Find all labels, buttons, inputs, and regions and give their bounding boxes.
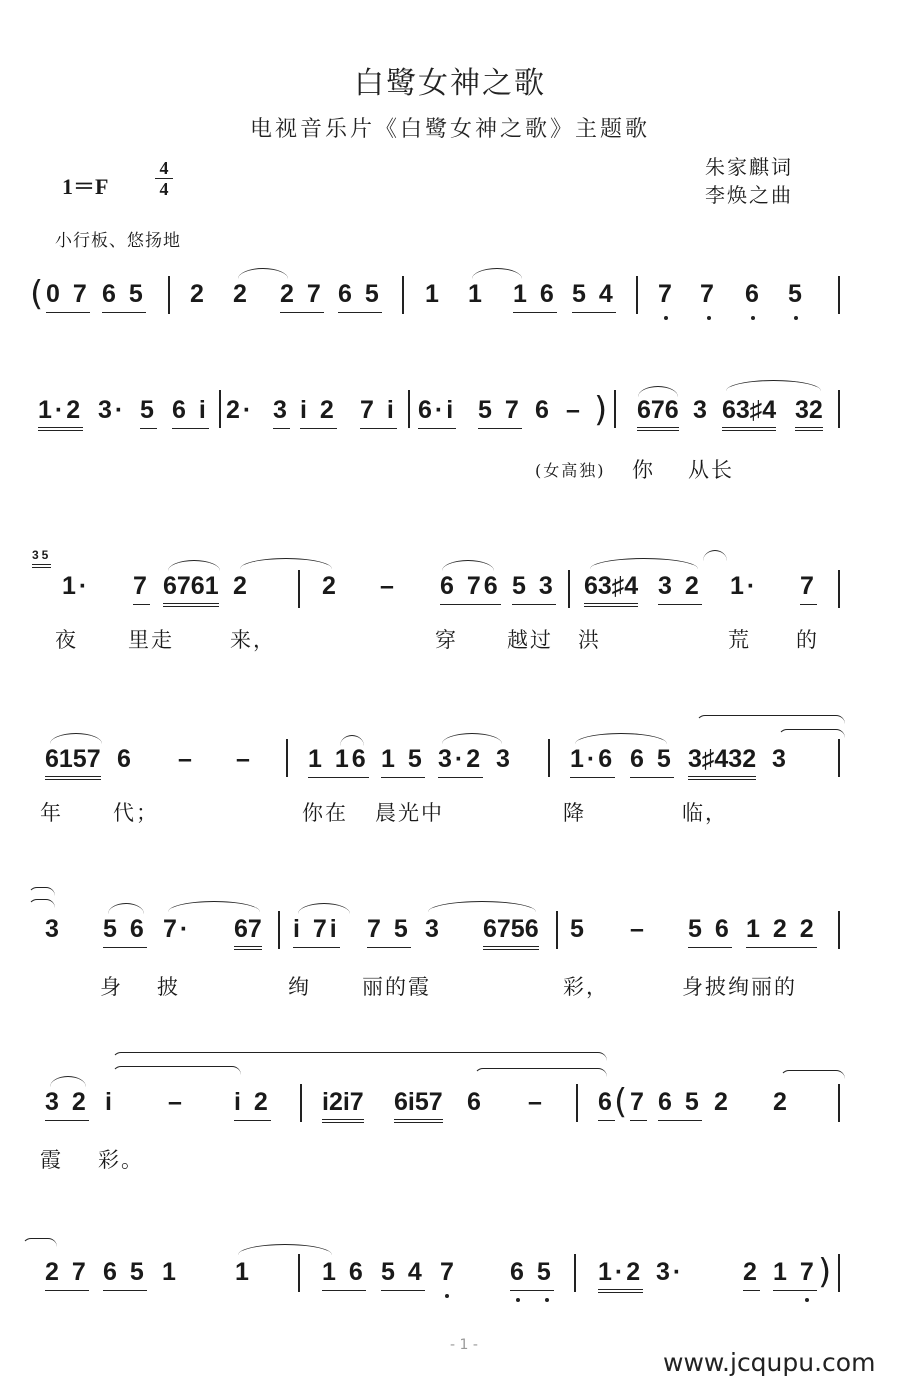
note-group: 1 2 2 bbox=[746, 915, 817, 948]
note: 7 bbox=[800, 572, 817, 605]
note: 2 bbox=[233, 572, 250, 600]
note: 3 bbox=[45, 915, 62, 943]
note-group: 1·2 bbox=[598, 1258, 643, 1293]
note: 6 bbox=[117, 745, 134, 773]
note-group: i 2 bbox=[300, 396, 337, 429]
open-paren: ( bbox=[614, 1082, 628, 1122]
note-group: 676 bbox=[637, 396, 679, 431]
barline bbox=[838, 570, 840, 608]
note-group: 6i57 bbox=[394, 1088, 443, 1123]
barline bbox=[278, 911, 280, 949]
note: 7 bbox=[440, 1258, 457, 1286]
note-group: 7 i bbox=[360, 396, 397, 429]
dash: – bbox=[178, 745, 195, 773]
slur bbox=[240, 558, 332, 569]
note-group: 6 i bbox=[172, 396, 209, 429]
note-group: 63♯4 bbox=[722, 396, 776, 431]
lyric: 彩。 bbox=[98, 1148, 144, 1172]
barline bbox=[838, 911, 840, 949]
note: 5 bbox=[570, 915, 587, 943]
note: 6 bbox=[745, 280, 762, 308]
slur bbox=[50, 733, 102, 744]
tie bbox=[780, 1070, 845, 1079]
low-octave-dot bbox=[545, 1298, 549, 1302]
low-octave-dot bbox=[445, 1294, 449, 1298]
note: 2 bbox=[714, 1088, 731, 1116]
note-group: 7 5 bbox=[367, 915, 411, 948]
note: 3 bbox=[425, 915, 442, 943]
slur bbox=[168, 901, 260, 912]
note-group: 63♯4 bbox=[584, 572, 638, 607]
note: 5 bbox=[140, 396, 157, 429]
note: 1 bbox=[468, 280, 485, 308]
dash: – bbox=[236, 745, 253, 773]
slur bbox=[108, 903, 144, 914]
lyric: 洪 bbox=[578, 628, 601, 652]
note-group: 1 16 bbox=[308, 745, 369, 778]
note-group: i 2 bbox=[234, 1088, 271, 1121]
watermark: www.jcqupu.com bbox=[663, 1348, 876, 1377]
note: 6 bbox=[467, 1088, 484, 1116]
barline bbox=[636, 276, 638, 314]
lyric: 从长 bbox=[688, 458, 734, 482]
tie bbox=[112, 1066, 241, 1075]
note: 3 bbox=[772, 745, 789, 773]
note-group: 3♯432 bbox=[688, 745, 756, 780]
key-signature: 1＝F bbox=[62, 174, 109, 199]
note: 1 bbox=[162, 1258, 179, 1286]
slur bbox=[726, 380, 821, 391]
tie bbox=[696, 715, 845, 724]
composer: 李焕之曲 bbox=[705, 183, 793, 207]
note-group: 32 bbox=[795, 396, 823, 431]
note: i bbox=[105, 1088, 115, 1116]
note-group: 5 4 bbox=[381, 1258, 425, 1291]
barline bbox=[408, 390, 410, 428]
tie bbox=[474, 1068, 607, 1077]
slur bbox=[472, 268, 522, 279]
note: 3 bbox=[496, 745, 513, 773]
barline bbox=[838, 1084, 840, 1122]
long-tie bbox=[112, 1052, 607, 1061]
note: 3· bbox=[656, 1258, 685, 1286]
low-octave-dot bbox=[805, 1298, 809, 1302]
lyric: 年 bbox=[40, 801, 63, 825]
note-group: 6 5 bbox=[510, 1258, 554, 1291]
lyric: 披 bbox=[157, 975, 180, 999]
barline bbox=[614, 390, 616, 428]
song-subtitle: 电视音乐片《白鹭女神之歌》主题歌 bbox=[249, 117, 650, 142]
time-signature bbox=[153, 158, 175, 199]
note-group: 6·i bbox=[418, 396, 456, 429]
lyric: 你 bbox=[632, 458, 655, 482]
note-group: 6157 bbox=[45, 745, 101, 780]
note: 2 bbox=[233, 280, 250, 308]
note-group: 1 6 bbox=[322, 1258, 366, 1291]
tie bbox=[778, 729, 845, 738]
note-group: 1·6 bbox=[570, 745, 615, 778]
note: 1 bbox=[425, 280, 442, 308]
slur bbox=[590, 558, 698, 569]
tempo-marking: 小行板、悠扬地 bbox=[55, 231, 181, 251]
note-group: 1 6 bbox=[513, 280, 557, 313]
barline bbox=[168, 276, 170, 314]
credits bbox=[705, 153, 793, 209]
slur bbox=[442, 560, 494, 571]
low-octave-dot bbox=[664, 316, 668, 320]
barline bbox=[838, 1254, 840, 1292]
note-group: 1·2 bbox=[38, 396, 83, 431]
lyric: 夜 bbox=[55, 628, 78, 652]
note: 6 bbox=[598, 1088, 615, 1121]
note-group: 1 5 bbox=[381, 745, 425, 778]
lyric: 绚 bbox=[288, 975, 311, 999]
lyric: 彩， bbox=[563, 975, 609, 999]
note-group: 1 7 bbox=[773, 1258, 817, 1291]
note: 2 bbox=[743, 1258, 760, 1291]
lyric: 霞 bbox=[40, 1148, 63, 1172]
note-group: 3 2 bbox=[45, 1088, 89, 1121]
note-group: i 7i bbox=[293, 915, 340, 948]
dash: – bbox=[528, 1088, 545, 1116]
lyric: 里走 bbox=[128, 628, 174, 652]
low-octave-dot bbox=[516, 1298, 520, 1302]
slur bbox=[238, 1244, 332, 1255]
note-group: 5 7 bbox=[478, 396, 522, 429]
note-group: 6 76 bbox=[440, 572, 501, 605]
note: 7 bbox=[658, 280, 675, 308]
barline bbox=[548, 739, 550, 777]
low-octave-dot bbox=[794, 316, 798, 320]
lyric: 身披绚丽的 bbox=[682, 975, 797, 999]
low-octave-dot bbox=[707, 316, 711, 320]
slur bbox=[575, 733, 667, 744]
barline bbox=[402, 276, 404, 314]
barline bbox=[574, 1254, 576, 1292]
lyric: 越过 bbox=[507, 628, 553, 652]
note-group: 6756 bbox=[483, 915, 539, 950]
slur bbox=[442, 733, 502, 744]
note-group: 3·2 bbox=[438, 745, 483, 778]
note: 2 bbox=[773, 1088, 790, 1116]
lyric: 你在 bbox=[302, 801, 348, 825]
note-group: i2i7 bbox=[322, 1088, 364, 1123]
voice-label: (女高独) bbox=[535, 461, 606, 480]
note-group: 6 5 bbox=[630, 745, 674, 778]
note: 7 bbox=[133, 572, 150, 605]
barline bbox=[838, 390, 840, 428]
time-signature-top: 4 bbox=[159, 158, 169, 178]
note-group: 5 6 bbox=[688, 915, 732, 948]
slur bbox=[168, 560, 220, 571]
close-paren: ) bbox=[594, 390, 608, 430]
slur bbox=[50, 1076, 86, 1087]
barline bbox=[568, 570, 570, 608]
note-group: 6 5 bbox=[102, 280, 146, 313]
tie-continuation bbox=[28, 887, 55, 896]
barline bbox=[556, 911, 558, 949]
lyric: 穿 bbox=[435, 628, 458, 652]
note: 2· bbox=[226, 396, 255, 424]
note-group: 0 7 bbox=[46, 280, 90, 313]
note: 7 bbox=[630, 1088, 647, 1121]
grace-notes: 35 bbox=[32, 548, 51, 568]
fermata bbox=[703, 550, 727, 561]
note-group: 67 bbox=[234, 915, 262, 950]
note: 5 bbox=[788, 280, 805, 308]
time-signature-bottom: 4 bbox=[159, 179, 169, 199]
note: 3 bbox=[693, 396, 710, 424]
note: 3 bbox=[273, 396, 290, 429]
lyric: 代； bbox=[113, 801, 159, 825]
lyric: 的 bbox=[796, 628, 819, 652]
page-number: - 1 - bbox=[450, 1337, 478, 1353]
note-group: 6 5 bbox=[658, 1088, 702, 1121]
barline bbox=[286, 739, 288, 777]
note-group: 5 4 bbox=[572, 280, 616, 313]
note-group: 2 7 bbox=[45, 1258, 89, 1291]
note: 1 bbox=[235, 1258, 252, 1286]
note-group: 2 7 bbox=[280, 280, 324, 313]
song-title: 白鹭女神之歌 bbox=[354, 66, 546, 101]
lyricist: 朱家麒词 bbox=[705, 155, 793, 179]
tie-continuation bbox=[28, 899, 55, 908]
barline bbox=[298, 1254, 300, 1292]
barline bbox=[219, 390, 221, 428]
note: 2 bbox=[190, 280, 207, 308]
note-group: 5 6 bbox=[103, 915, 147, 948]
dash: – bbox=[566, 396, 583, 424]
dash: – bbox=[168, 1088, 185, 1116]
note: 2 bbox=[322, 572, 339, 600]
note: 7· bbox=[163, 915, 192, 943]
low-octave-dot bbox=[751, 316, 755, 320]
tie-continuation bbox=[22, 1238, 57, 1247]
open-paren: ( bbox=[30, 274, 44, 314]
note-group: 5 3 bbox=[512, 572, 556, 605]
lyric: 丽的霞 bbox=[362, 975, 431, 999]
lyric: 身 bbox=[100, 975, 123, 999]
note: 7 bbox=[700, 280, 717, 308]
barline bbox=[300, 1084, 302, 1122]
dash: – bbox=[380, 572, 397, 600]
note: 1· bbox=[730, 572, 759, 600]
slur bbox=[238, 268, 288, 279]
note: 3· bbox=[98, 396, 127, 424]
note: 6 bbox=[535, 396, 552, 424]
barline bbox=[838, 276, 840, 314]
lyric: 临， bbox=[682, 801, 728, 825]
dash: – bbox=[630, 915, 647, 943]
lyric: 降 bbox=[563, 801, 586, 825]
note: 1· bbox=[62, 572, 91, 600]
barline bbox=[838, 739, 840, 777]
close-paren: ) bbox=[818, 1252, 832, 1292]
lyric: 晨光中 bbox=[375, 801, 444, 825]
note-group: 3 2 bbox=[658, 572, 702, 605]
barline bbox=[298, 570, 300, 608]
note-group: 6 5 bbox=[338, 280, 382, 313]
lyric: 荒 bbox=[728, 628, 751, 652]
lyric: 来， bbox=[230, 628, 276, 652]
slur bbox=[428, 901, 536, 912]
barline bbox=[576, 1084, 578, 1122]
note-group: 6 5 bbox=[103, 1258, 147, 1291]
note-group: 6761 bbox=[163, 572, 219, 607]
slur bbox=[298, 903, 350, 914]
